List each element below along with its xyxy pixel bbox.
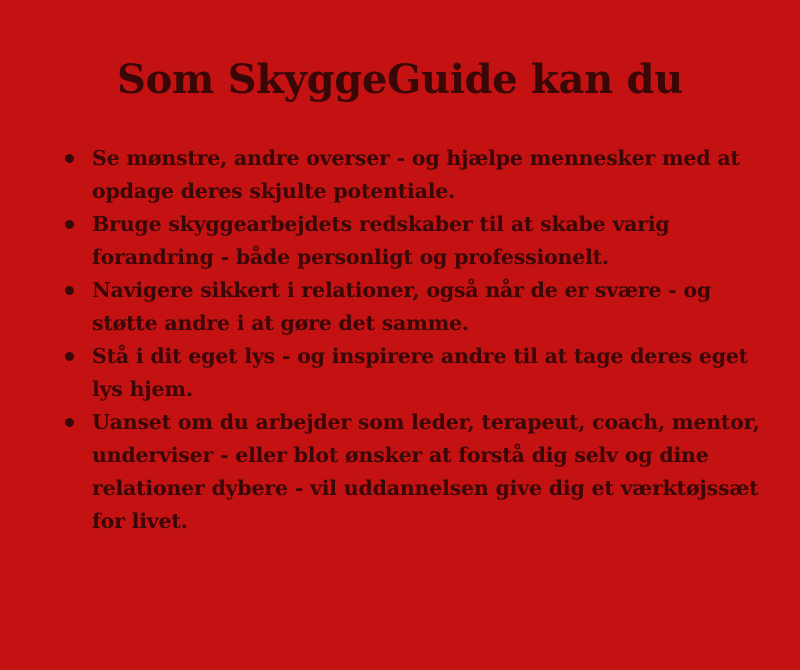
bullet-item xyxy=(62,274,762,340)
bullet-text: Uanset om du arbejder som leder, terapeut, coach, mentor, underviser - eller blot ønsker at forstå dig selv og dine relationer dybere - vil uddannelsen give dig et værktøjssæt for livet. xyxy=(92,410,760,533)
bullet-dot-icon xyxy=(65,418,74,427)
bullet-dot-icon xyxy=(65,220,74,229)
bullet-dot-icon xyxy=(65,352,74,361)
bullet-dot-icon xyxy=(65,154,74,163)
bullet-text: Navigere sikkert i relationer, også når de er svære - og støtte andre i at gøre det samme. xyxy=(92,278,712,335)
bullet-text: Stå i dit eget lys - og inspirere andre til at tage deres eget lys hjem. xyxy=(92,344,748,401)
bullet-item xyxy=(62,142,762,208)
bullet-item xyxy=(62,340,762,406)
slide-title: Som SkyggeGuide kan du xyxy=(117,56,683,103)
bullet-text: Se mønstre, andre overser - og hjælpe mennesker med at opdage deres skjulte potentiale. xyxy=(92,146,740,203)
bullet-item xyxy=(62,406,762,538)
bullet-list xyxy=(62,142,762,538)
bullet-item xyxy=(62,208,762,274)
bullet-text: Bruge skyggearbejdets redskaber til at skabe varig forandring - både personligt og professionelt. xyxy=(92,212,670,269)
bullet-dot-icon xyxy=(65,286,74,295)
